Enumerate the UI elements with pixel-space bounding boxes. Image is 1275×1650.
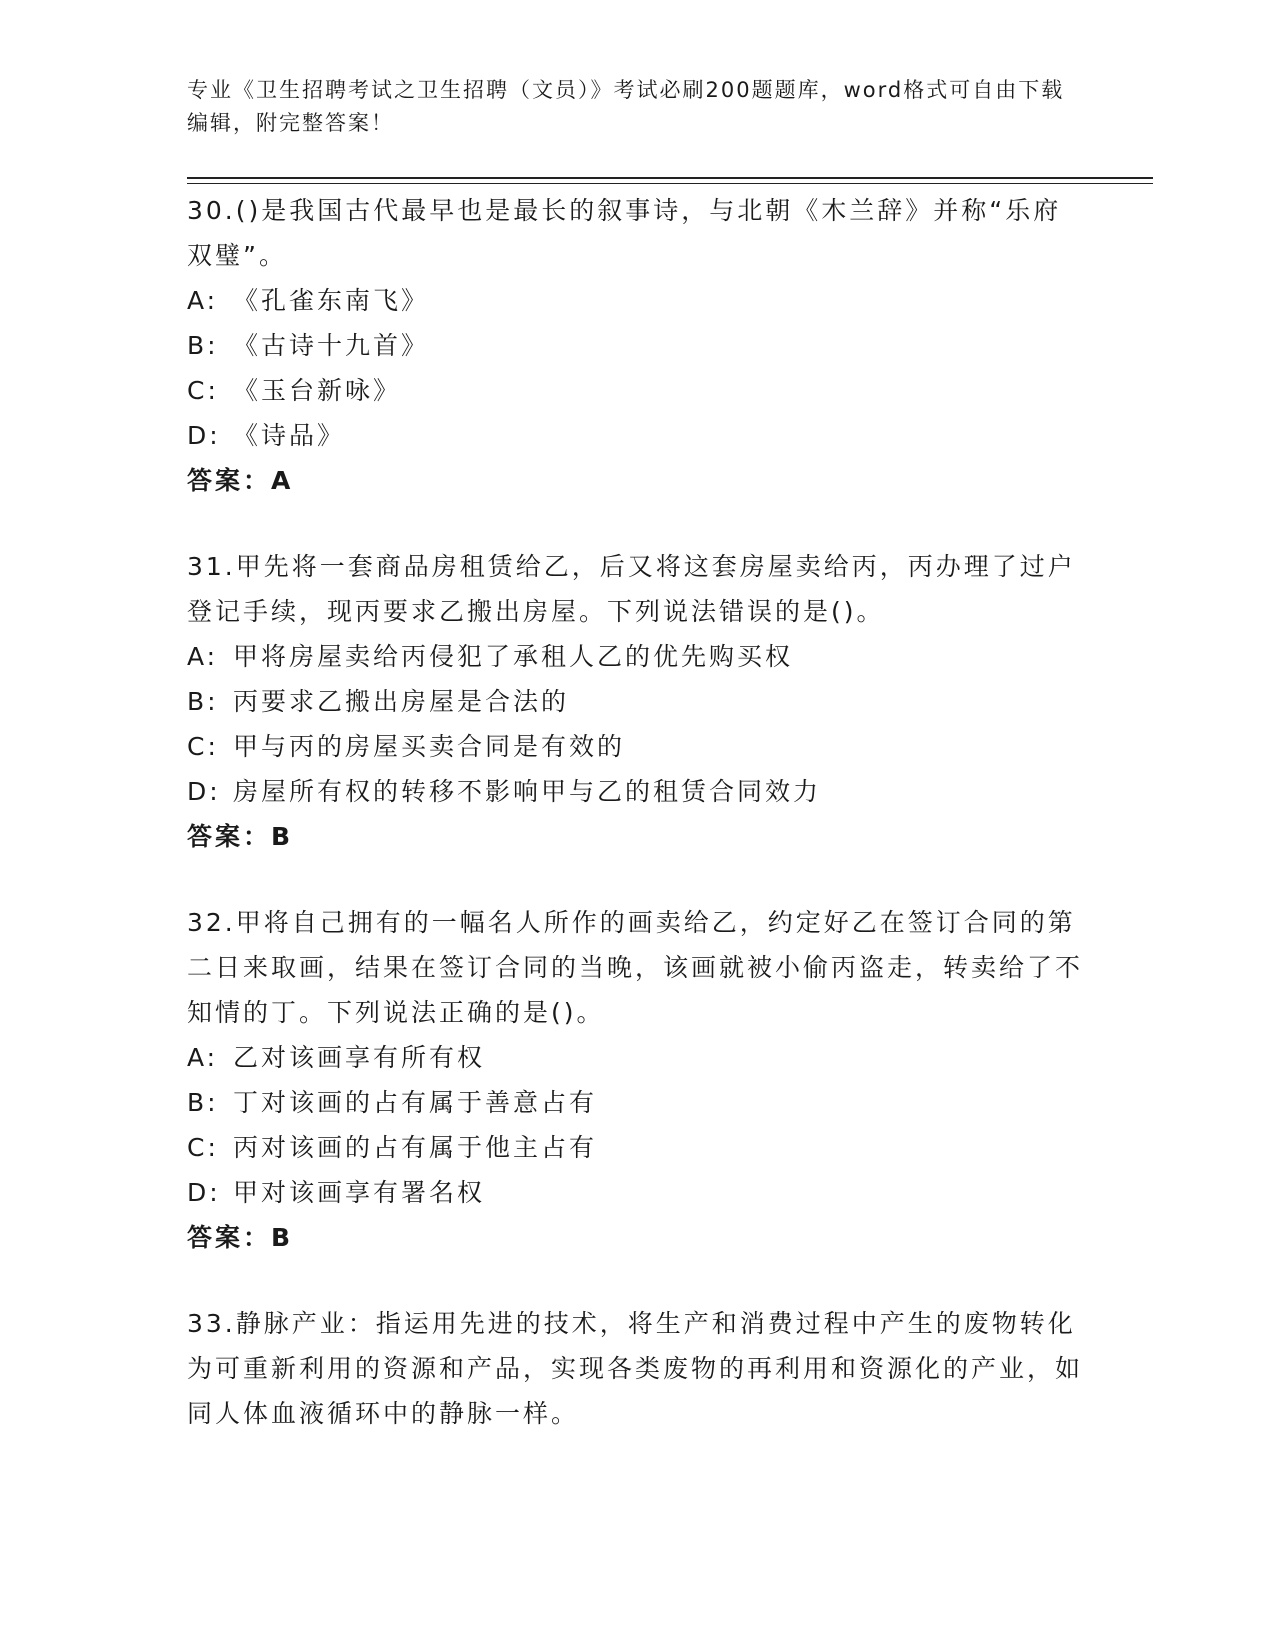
option-text: 《孔雀东南飞》	[233, 286, 430, 315]
answer-line: 答案：B	[187, 822, 294, 851]
option-key: B:	[187, 331, 219, 360]
option-key: A:	[187, 286, 219, 315]
option-a	[187, 634, 1087, 679]
question-stem: 30.()是我国古代最早也是最长的叙事诗，与北朝《木兰辞》并称“乐府双璧”。	[187, 196, 1062, 270]
question-30	[187, 188, 1087, 503]
question-list	[187, 188, 1087, 1477]
answer-line: 答案：B	[187, 1223, 294, 1252]
option-c	[187, 368, 1087, 413]
question-32	[187, 900, 1087, 1260]
question-stem: 33.静脉产业：指运用先进的技术，将生产和消费过程中产生的废物转化为可重新利用的资源和产品，实现各类废物的再利用和资源化的产业，如同人体血液循环中的静脉一样。	[187, 1309, 1084, 1428]
option-a	[187, 278, 1087, 323]
option-key: D:	[187, 1178, 221, 1207]
option-d	[187, 769, 1087, 814]
option-key: C:	[187, 732, 219, 761]
question-33	[187, 1301, 1087, 1436]
option-key: B:	[187, 1088, 219, 1117]
option-text: 甲将房屋卖给丙侵犯了承租人乙的优先购买权	[233, 642, 794, 671]
answer-line: 答案：A	[187, 466, 294, 495]
option-c	[187, 724, 1087, 769]
option-text: 乙对该画享有所有权	[233, 1043, 486, 1072]
option-key: C:	[187, 1133, 219, 1162]
option-key: A:	[187, 642, 219, 671]
option-text: 甲与丙的房屋买卖合同是有效的	[233, 732, 626, 761]
option-d	[187, 413, 1087, 458]
header-divider-thick	[187, 177, 1153, 179]
document-header: 专业《卫生招聘考试之卫生招聘（文员）》考试必刷200题题库，word格式可自由下载编辑，附完整答案！	[187, 78, 1065, 135]
option-key: C:	[187, 376, 219, 405]
question-stem: 31.甲先将一套商品房租赁给乙，后又将这套房屋卖给丙，丙办理了过户登记手续，现丙要求乙搬出房屋。下列说法错误的是()。	[187, 552, 1076, 626]
header-divider-thin	[187, 183, 1153, 184]
option-d	[187, 1170, 1087, 1215]
option-text: 《古诗十九首》	[233, 331, 430, 360]
option-b	[187, 1080, 1087, 1125]
option-text: 《诗品》	[233, 421, 346, 450]
option-text: 丙要求乙搬出房屋是合法的	[233, 687, 570, 716]
question-31	[187, 544, 1087, 859]
option-b	[187, 323, 1087, 368]
question-stem: 32.甲将自己拥有的一幅名人所作的画卖给乙，约定好乙在签订合同的第二日来取画，结果在签订合同的当晚，该画就被小偷丙盗走，转卖给了不知情的丁。下列说法正确的是()。	[187, 908, 1084, 1027]
option-text: 《玉台新咏》	[233, 376, 402, 405]
option-text: 甲对该画享有署名权	[233, 1178, 486, 1207]
option-key: B:	[187, 687, 219, 716]
option-key: A:	[187, 1043, 219, 1072]
option-text: 丙对该画的占有属于他主占有	[233, 1133, 598, 1162]
option-b	[187, 679, 1087, 724]
option-key: D:	[187, 421, 221, 450]
option-a	[187, 1035, 1087, 1080]
option-key: D:	[187, 777, 221, 806]
option-c	[187, 1125, 1087, 1170]
option-text: 房屋所有权的转移不影响甲与乙的租赁合同效力	[233, 777, 822, 806]
option-text: 丁对该画的占有属于善意占有	[233, 1088, 598, 1117]
